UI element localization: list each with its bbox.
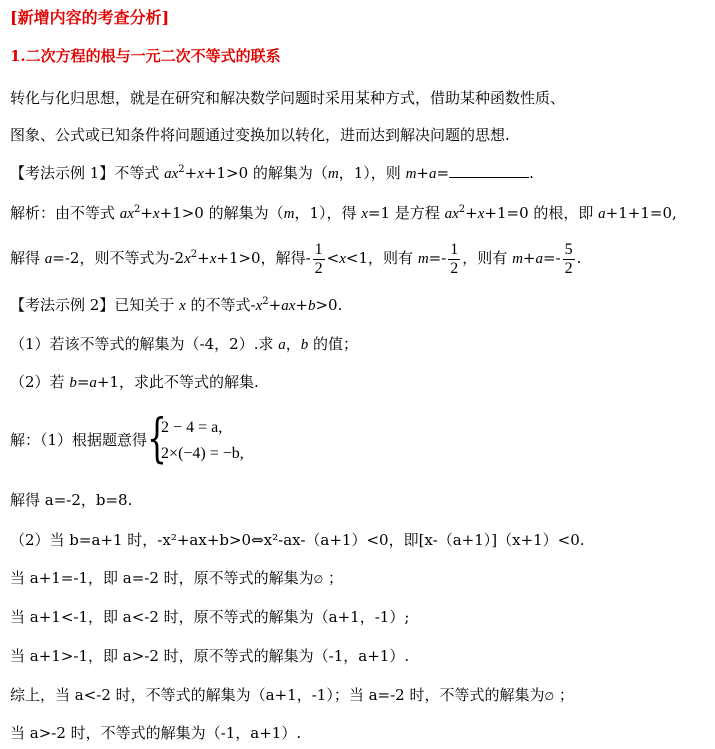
summary-line-1: 综上，当 a<-2 时，不等式的解集为（a+1，-1）；当 a=-2 时，不等式的解集为∅ ； [10, 686, 574, 704]
example-1-question: 【考法示例 1】不等式 $ax^2+x+1>0$ 的解集为（m，1），则 m+a= . [10, 164, 534, 182]
fraction-five-halves: $\frac{5}{2}$ [564, 240, 573, 277]
summary-line-2: 当 a>-2 时，不等式的解集为（-1，a+1）. [10, 724, 302, 742]
intro-line-2: 图象、公式或已知条件将问题通过变换加以转化，进而达到解决问题的思想. [10, 126, 510, 144]
example-2-solution-part-2: （2）当 b=a+1 时，-x²+ax+b>0⇔x²-ax-（a+1）<0，即[x-（a+1）]（x+1）<0. [10, 531, 585, 549]
case-1: 当 a+1=-1，即 a=-2 时，原不等式的解集为∅ ； [10, 569, 344, 587]
example-2-tag: 【考法示例 2】 [10, 296, 115, 314]
case-2: 当 a+1<-1，即 a<-2 时，原不等式的解集为（a+1，-1）; [10, 608, 410, 626]
example-1-solution-line-2: 解得 a=-2，则不等式为$-2x^2+x+1>0$，解得- $\frac{1}{2}$ <x<1，则有 m=- $\frac{1}{2}$ ，则有 m+a=- $\frac{5}{2}$ . [10, 240, 582, 277]
example-1-solution-line-1: 解析：由不等式 $ax^2+x+1>0$ 的解集为（m，1），得 x=1 是方程 $ax^2+x+1=0$ 的根，即 a+1+1=0, [10, 204, 677, 222]
case-3: 当 a+1>-1，即 a>-2 时，原不等式的解集为（-1，a+1）. [10, 647, 410, 665]
example-2-solution-result: 解得 a=-2，b=8. [10, 491, 133, 509]
example-2-part-2: （2）若 b=a+1，求此不等式的解集. [10, 373, 259, 391]
example-2-part-1: （1）若该不等式的解集为（-4，2）.求 a，b 的值； [10, 335, 359, 353]
fraction-half: $\frac{1}{2}$ [314, 240, 323, 277]
equation-system: { 2 − 4 = a, 2×(−4) = −b, [147, 409, 244, 469]
example-2-solution-system: 解：（1）根据题意得 { 2 − 4 = a, 2×(−4) = −b, [10, 409, 244, 469]
section-title: 1.二次方程的根与一元二次不等式的联系 [10, 47, 281, 65]
example-1-tag: 【考法示例 1】 [10, 164, 115, 182]
fraction-half-2: $\frac{1}{2}$ [450, 240, 459, 277]
equation-2: 2×(−4) = −b, [161, 445, 244, 462]
empty-set-symbol-2: ∅ [544, 690, 555, 703]
empty-set-symbol: ∅ [313, 573, 324, 586]
equation-1: 2 − 4 = a, [161, 419, 223, 436]
example-2-question: 【考法示例 2】已知关于 x 的不等式$-x^2+ax+b>0$. [10, 296, 343, 314]
section-header: [新增内容的考查分析] [10, 8, 170, 27]
answer-blank[interactable] [449, 163, 529, 178]
intro-line-1: 转化与化归思想，就是在研究和解决数学问题时采用某种方式，借助某种函数性质、 [10, 89, 566, 107]
